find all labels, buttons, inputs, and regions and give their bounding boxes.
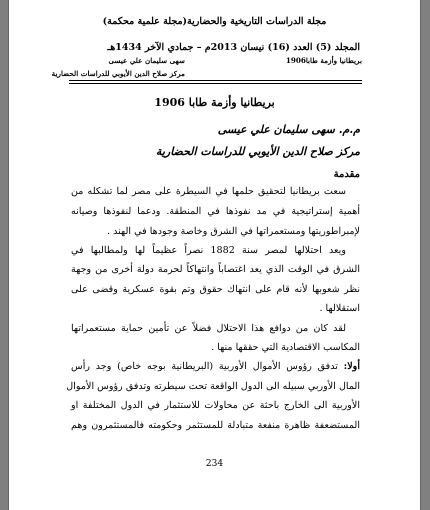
journal-title: مجلة الدراسات التاريخية والحضارية(مجلة علمية محكمة) xyxy=(102,16,327,27)
body-line: لإمبراطوريتها ومستعمراتها في الشرق وخاصة وجودها في الهند . xyxy=(107,226,360,237)
body-line: المكاسب الاقتصادية التي حققها منها . xyxy=(211,342,360,353)
body-line-numbered xyxy=(71,361,360,372)
article-affiliation: مركز صلاح الدين الأيوبي للدراسات الحضارية xyxy=(155,145,360,158)
body-line-text: تدفق رؤوس الأموال الأوربية (البريطانية بوجه خاص) وجد رأس xyxy=(71,361,338,372)
body-line: لقد كان من دوافع هذا الاحتلال فضلاً عن تأمين حماية مستعمراتها xyxy=(71,323,346,334)
body-line: أهمية إستراتيجية في مد نفوذها في المنطقة. ودعما لنفوذها وصيانه xyxy=(71,206,360,217)
section-heading: مقدمة xyxy=(333,169,360,180)
numbered-label: أولا: xyxy=(343,361,360,372)
body-line: الشرق في الوقت الذي يعد اغتصاباً وانتهاكاً لحرمة دولة أخرى من وجهة xyxy=(71,264,360,275)
journal-page xyxy=(8,0,421,510)
header-rule-secondary xyxy=(69,83,362,84)
body-line: المال الأوربي سبيله الى الدول الواقعة تحت سيطرته وتدفق رؤوس الأموال xyxy=(66,381,360,392)
article-title: بريطانيا وأزمة طابا 1906 xyxy=(154,96,275,109)
body-line: نظر شعوبها لأنه قام على انتهاك حقوق وتم بقوة عسكرية وقضى على xyxy=(71,284,360,295)
affiliation-short: مركز صلاح الدين الأيوبي للدراسات الحضارية xyxy=(51,69,185,78)
body-line: ويعد احتلالها لمصر سنة 1882 نصراً عظيماً لها ولمطالبها في xyxy=(71,245,346,256)
body-line: استقلالها . xyxy=(319,303,360,314)
author-short: سهى سليمان علي عيسى xyxy=(108,56,185,65)
body-line: المستضعفة ظاهرة منفعة متبادلة للمستثمر وحكومته فالمستثمرون وهم xyxy=(71,420,360,431)
page-number: 234 xyxy=(205,459,224,469)
body-line: سعت بريطانيا لتحقيق حلمها في السيطرة على مصر لما تشكله من xyxy=(71,186,346,197)
body-line: الأوربية الى الخارج باحثة عن محاولات للاستثمار في الدول المختلفة او xyxy=(71,400,360,411)
header-rule xyxy=(69,80,362,81)
article-author: م.م. سهى سليمان علي عيسى xyxy=(217,123,360,136)
running-title: بريطانيا وأزمة طابا1906 xyxy=(285,56,362,65)
issue-line: المجلد (5) العدد (16) نيسان 2013م – جمادي الآخر 1434هـ xyxy=(107,42,360,53)
